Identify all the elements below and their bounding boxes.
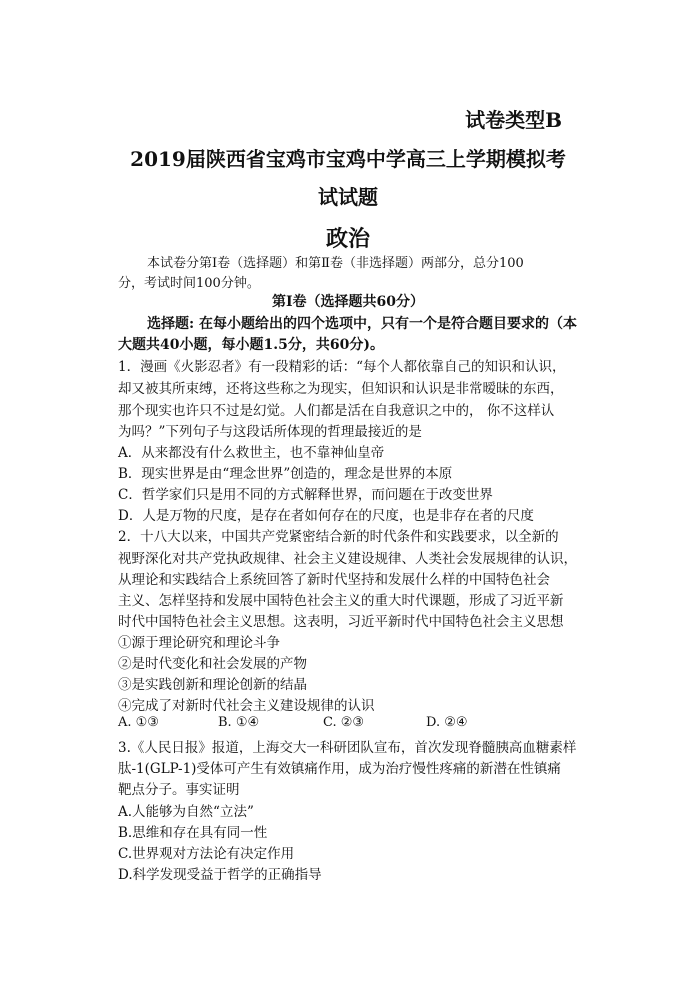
q3-option-a: A.人能够为自然“立法” (118, 804, 254, 820)
q1-option-c: C．哲学家们只是用不同的方式解释世界，而问题在于改变世界 (118, 487, 493, 503)
q3-option-c: C.世界观对方法论有决定作用 (118, 846, 295, 862)
q2-options-row (118, 715, 578, 735)
q1-stem-line1: 1．漫画《火影忍者》有一段精彩的话：“每个人都依靠自己的知识和认识， (118, 359, 566, 375)
q3-stem-line2: 肽-1(GLP-1)受体可产生有效镇痛作用，成为治疗慢性疼痛的新潜在性镇痛 (118, 761, 561, 777)
paper-type-label: 试卷类型B (465, 108, 562, 132)
q2-item-3: ③是实践创新和理论创新的结晶 (118, 677, 307, 693)
section1-heading: 第Ⅰ卷（选择题共60分） (271, 294, 425, 310)
intro-line2: 分，考试时间100分钟。 (118, 276, 260, 291)
q2-item-4: ④完成了对新时代社会主义建设规律的认识 (118, 698, 375, 714)
q2-option-b: B. ①④ (218, 715, 260, 730)
q2-option-c: C. ②③ (323, 715, 365, 730)
q2-stem-line1: 2．十八大以来，中国共产党紧密结合新的时代条件和实践要求，以全新的 (118, 529, 559, 545)
q1-stem-line3: 那个现实也许只不过是幻觉。人们都是活在自我意识之中的， 你不这样认 (118, 403, 555, 419)
q1-option-d: D．人是万物的尺度，是存在者如何存在的尺度，也是非存在者的尺度 (118, 508, 534, 524)
q1-stem-line4: 为吗？”下列句子与这段话所体现的哲理最接近的是 (118, 424, 422, 440)
q3-stem-line1: 3.《人民日报》报道，上海交大一科研团队宣布，首次发现脊髓胰高血糖素样 (118, 740, 577, 756)
q2-stem-line3: 从理论和实践结合上系统回答了新时代坚持和发展什么样的中国特色社会 (118, 572, 550, 588)
q2-item-2: ②是时代变化和社会发展的产物 (118, 656, 307, 672)
q2-option-d: D. ②④ (426, 715, 468, 730)
q1-option-a: A．从来都没有什么救世主，也不靠神仙皇帝 (118, 445, 385, 461)
section1-instruction2: 大题共40小题，每小题1.5分，共60分)。 (118, 337, 384, 353)
q2-stem-line5: 时代中国特色社会主义思想。这表明，习近平新时代中国特色社会主义思想 (118, 614, 564, 630)
q2-item-1: ①源于理论研究和理论斗争 (118, 635, 280, 651)
subject-heading: 政治 (325, 226, 370, 252)
q2-stem-line2: 视野深化对共产党执政规律、社会主义建设规律、人类社会发展规律的认识， (118, 551, 577, 567)
exam-title-line1: 2019届陕西省宝鸡市宝鸡中学高三上学期模拟考 (130, 147, 566, 171)
q3-option-b: B.思维和存在具有同一性 (118, 825, 268, 841)
exam-title-line2: 试试题 (318, 185, 378, 209)
q2-stem-line4: 主义、怎样坚持和发展中国特色社会主义的重大时代课题，形成了习近平新 (118, 593, 564, 609)
q1-stem-line2: 却又被其所束缚，还将这些称之为现实，但知识和认识是非常暧昧的东西， (118, 381, 564, 397)
q1-option-b: B．现实世界是由“理念世界”创造的，理念是世界的本原 (118, 466, 453, 482)
q3-stem-line3: 靶点分子。事实证明 (118, 782, 240, 798)
section1-instruction1: 选择题: 在每小题给出的四个选项中，只有一个是符合题目要求的（本 (147, 316, 578, 332)
q2-option-a: A. ①③ (118, 715, 159, 730)
q3-option-d: D.科学发现受益于哲学的正确指导 (118, 867, 322, 883)
intro-line1: 本试卷分第Ⅰ卷（选择题）和第Ⅱ卷（非选择题）两部分，总分100 (147, 256, 524, 271)
